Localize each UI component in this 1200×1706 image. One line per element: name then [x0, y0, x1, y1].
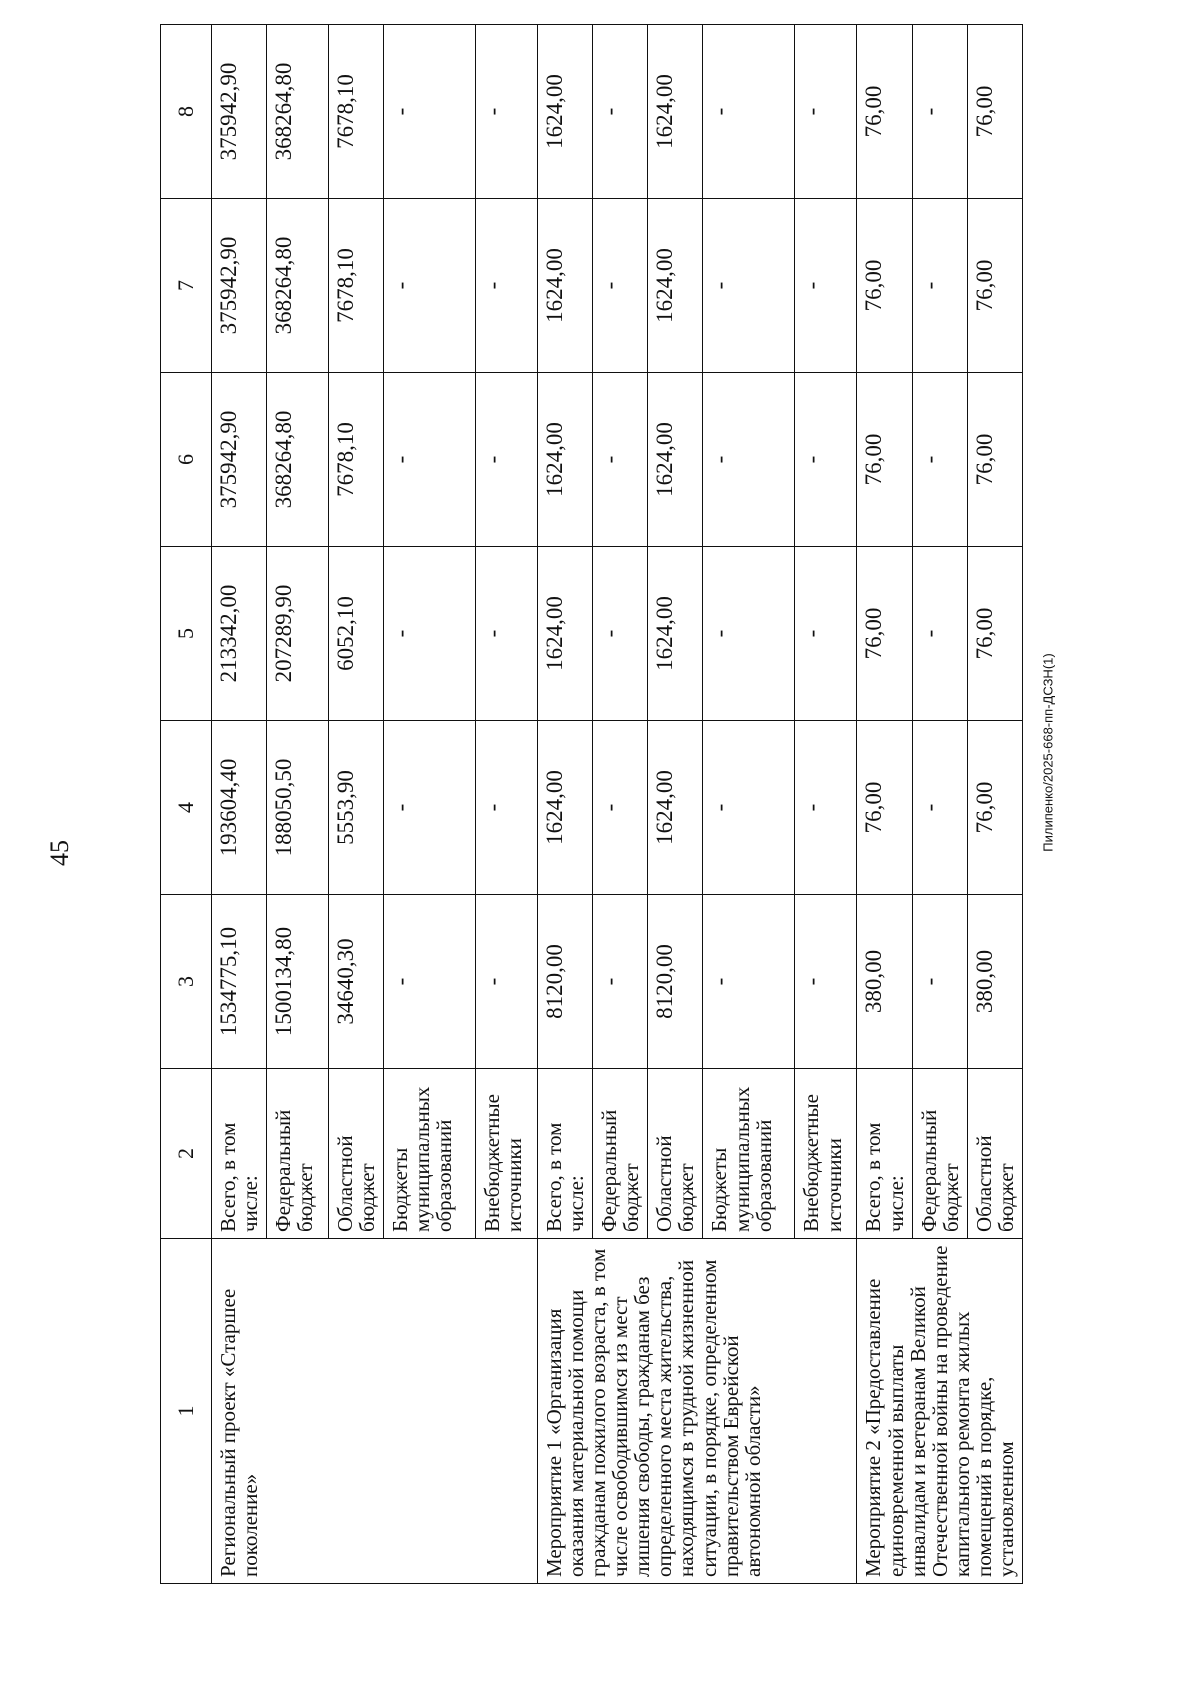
amount-cell: -	[384, 199, 476, 373]
amount-cell: -	[384, 25, 476, 199]
amount-cell: 188050,50	[267, 721, 329, 895]
amount-cell: 8120,00	[538, 895, 593, 1069]
amount-cell: 76,00	[967, 373, 1022, 547]
budget-table	[160, 24, 1023, 1584]
amount-cell: 1624,00	[538, 721, 593, 895]
amount-cell: 7678,10	[329, 199, 384, 373]
header-cell: 4	[161, 721, 212, 895]
amount-cell: 207289,90	[267, 547, 329, 721]
amount-cell: 1624,00	[648, 547, 703, 721]
footer-reference: Пилипенко/2025-668-пп-ДСЗН(1)	[1040, 653, 1056, 852]
funding-source-cell: Областной бюджет	[967, 1069, 1022, 1239]
amount-cell: 76,00	[967, 721, 1022, 895]
amount-cell: 193604,40	[212, 721, 267, 895]
amount-cell: -	[912, 199, 967, 373]
measure-name-cell: Региональный проект «Старшее поколение»	[212, 1239, 538, 1584]
amount-cell: 375942,90	[212, 199, 267, 373]
amount-cell: -	[476, 547, 538, 721]
amount-cell: 8120,00	[648, 895, 703, 1069]
amount-cell: 1624,00	[648, 721, 703, 895]
funding-source-cell: Всего, в том числе:	[212, 1069, 267, 1239]
amount-cell: -	[384, 895, 476, 1069]
amount-cell: -	[384, 547, 476, 721]
amount-cell: 375942,90	[212, 373, 267, 547]
amount-cell: 375942,90	[212, 25, 267, 199]
amount-cell: 34640,30	[329, 895, 384, 1069]
amount-cell: -	[795, 547, 857, 721]
amount-cell: 76,00	[967, 25, 1022, 199]
amount-cell: -	[593, 199, 648, 373]
amount-cell: -	[703, 25, 795, 199]
amount-cell: 6052,10	[329, 547, 384, 721]
funding-source-cell: Областной бюджет	[329, 1069, 384, 1239]
amount-cell: 76,00	[857, 25, 912, 199]
amount-cell: -	[593, 373, 648, 547]
amount-cell: -	[593, 547, 648, 721]
amount-cell: -	[593, 25, 648, 199]
funding-source-cell: Федеральный бюджет	[912, 1069, 967, 1239]
amount-cell: 1624,00	[538, 547, 593, 721]
amount-cell: -	[476, 373, 538, 547]
measure-name-cell: Мероприятие 1 «Организация оказания материальной помощи гражданам пожилого возраста, в том числе освободившимся из мест лишения свободы, гражданам без определенного места жительства, находящимся в трудной жизненной ситуации, в порядке, определенном правительством Еврейской автономной области»	[538, 1239, 857, 1584]
measure-name-cell: Мероприятие 2 «Предоставление единовременной выплаты инвалидам и ветеранам Великой Отечественной войны на проведение капитального ремонта жилых помещений в порядке, установленном	[857, 1239, 1022, 1584]
amount-cell: 1624,00	[538, 373, 593, 547]
amount-cell: 380,00	[857, 895, 912, 1069]
amount-cell: -	[593, 895, 648, 1069]
amount-cell: 368264,80	[267, 373, 329, 547]
amount-cell: -	[476, 25, 538, 199]
funding-source-cell: Областной бюджет	[648, 1069, 703, 1239]
amount-cell: -	[593, 721, 648, 895]
header-cell: 8	[161, 25, 212, 199]
funding-source-cell: Бюджеты муниципальных образований	[703, 1069, 795, 1239]
amount-cell: 76,00	[857, 721, 912, 895]
funding-source-cell: Всего, в том числе:	[538, 1069, 593, 1239]
amount-cell: -	[912, 547, 967, 721]
amount-cell: -	[912, 25, 967, 199]
amount-cell: -	[703, 721, 795, 895]
amount-cell: 1624,00	[538, 25, 593, 199]
header-cell: 5	[161, 547, 212, 721]
amount-cell: -	[384, 721, 476, 895]
header-cell: 2	[161, 1069, 212, 1239]
amount-cell: -	[703, 373, 795, 547]
funding-source-cell: Внебюджетные источники	[476, 1069, 538, 1239]
funding-source-cell: Федеральный бюджет	[593, 1069, 648, 1239]
amount-cell: -	[476, 721, 538, 895]
amount-cell: 1624,00	[648, 25, 703, 199]
funding-source-cell: Федеральный бюджет	[267, 1069, 329, 1239]
amount-cell: -	[795, 373, 857, 547]
funding-source-cell: Бюджеты муниципальных образований	[384, 1069, 476, 1239]
amount-cell: -	[476, 199, 538, 373]
header-cell: 1	[161, 1239, 212, 1584]
page-number: 45	[45, 840, 74, 866]
amount-cell: 76,00	[967, 199, 1022, 373]
amount-cell: -	[912, 721, 967, 895]
amount-cell: -	[703, 547, 795, 721]
header-cell: 6	[161, 373, 212, 547]
amount-cell: 7678,10	[329, 25, 384, 199]
table-row	[857, 25, 912, 1584]
header-cell: 7	[161, 199, 212, 373]
amount-cell: 368264,80	[267, 199, 329, 373]
amount-cell: -	[703, 895, 795, 1069]
amount-cell: -	[795, 895, 857, 1069]
amount-cell: -	[912, 373, 967, 547]
header-row	[161, 25, 212, 1584]
amount-cell: 76,00	[857, 547, 912, 721]
funding-source-cell: Всего, в том числе:	[857, 1069, 912, 1239]
amount-cell: 1624,00	[538, 199, 593, 373]
amount-cell: 368264,80	[267, 25, 329, 199]
amount-cell: -	[795, 199, 857, 373]
table-row	[212, 25, 267, 1584]
amount-cell: 380,00	[967, 895, 1022, 1069]
amount-cell: 1624,00	[648, 199, 703, 373]
amount-cell: -	[476, 895, 538, 1069]
amount-cell: 76,00	[857, 373, 912, 547]
amount-cell: -	[384, 373, 476, 547]
amount-cell: 1534775,10	[212, 895, 267, 1069]
amount-cell: 1624,00	[648, 373, 703, 547]
amount-cell: 7678,10	[329, 373, 384, 547]
amount-cell: -	[795, 25, 857, 199]
amount-cell: 213342,00	[212, 547, 267, 721]
amount-cell: 76,00	[967, 547, 1022, 721]
table-row	[538, 25, 593, 1584]
amount-cell: -	[795, 721, 857, 895]
amount-cell: 5553,90	[329, 721, 384, 895]
amount-cell: 76,00	[857, 199, 912, 373]
amount-cell: -	[912, 895, 967, 1069]
header-cell: 3	[161, 895, 212, 1069]
amount-cell: 1500134,80	[267, 895, 329, 1069]
amount-cell: -	[703, 199, 795, 373]
funding-source-cell: Внебюджетные источники	[795, 1069, 857, 1239]
